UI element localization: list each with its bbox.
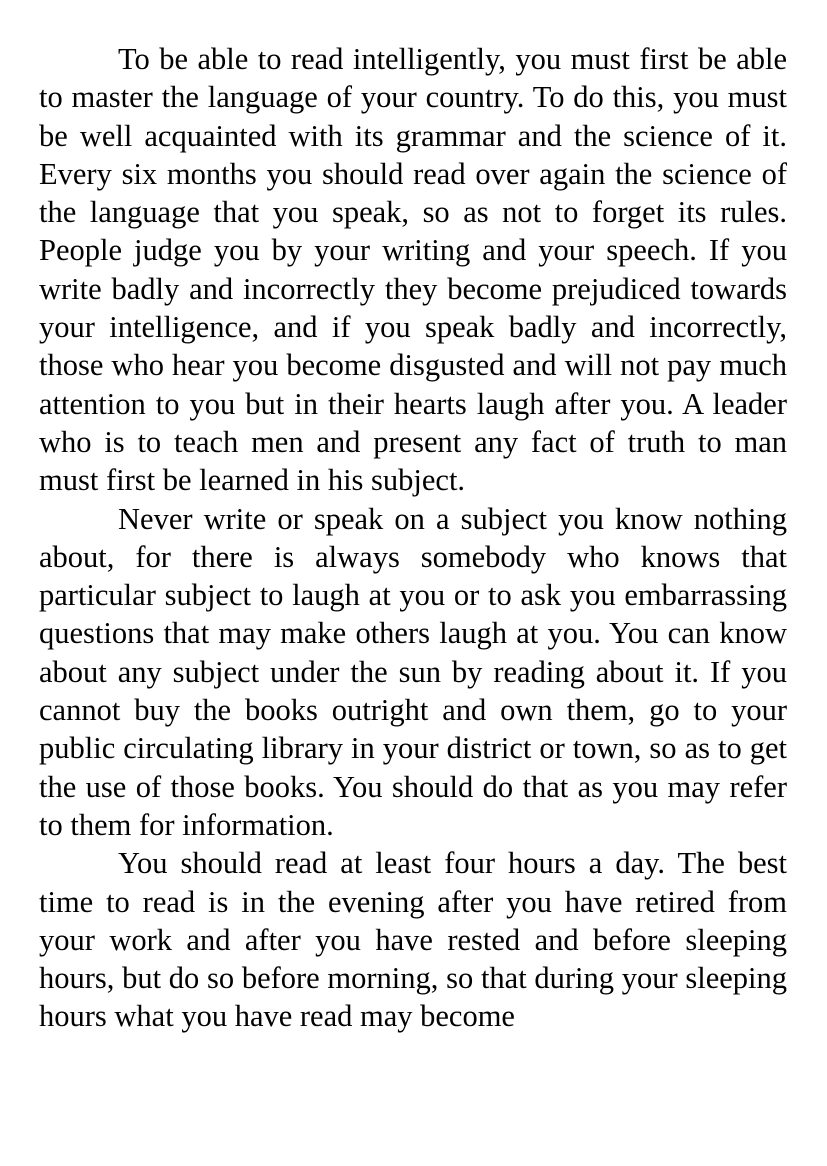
body-text (39, 40, 787, 1036)
paragraph-2: Never write or speak on a subject you know nothing about, for there is always somebody who knows that particular subject to laugh at you or to ask you embarrassing questions that may make others laugh at you. You can know about any subject under the sun by reading about it. If you cannot buy the books outright and own them, go to your public circulating library in your district or town, so as to get the use of those books. You should do that as you may refer to them for information. (39, 501, 787, 842)
paragraph-1: To be able to read intelligently, you must first be able to master the language of your country. To do this, you must be well acquainted with its grammar and the science of it. Every six months you should read over again the science of the language that you speak, so as not to forget its rules. People judge you by your writing and your speech. If you write badly and incorrectly they become prejudiced towards your intelligence, and if you speak badly and incorrectly, those who hear you become disgusted and will not pay much attention to you but in their hearts laugh after you. A leader who is to teach men and present any fact of truth to man must first be learned in his subject. (39, 42, 787, 498)
paragraph-3: You should read at least four hours a day. The best time to read is in the evening after you have retired from your work and after you have rested and before sleeping hours, but do so before morning, so that during your sleeping hours what you have read may become (39, 846, 787, 1034)
